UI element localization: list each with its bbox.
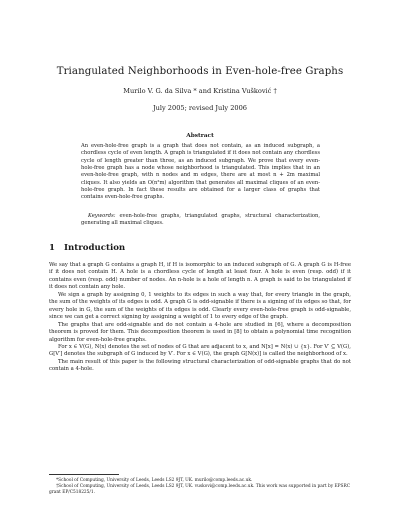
introduction-body bbox=[49, 262, 351, 374]
intro-paragraph: The main result of this paper is the following structural characterization of odd-signable graphs that do not contain a 4-hole. bbox=[49, 358, 351, 373]
intro-paragraph: We say that a graph G contains a graph H, if H is isomorphic to an induced subgraph of G. A graph G is H-free if it does not contain H. A hole is a chordless cycle of length at least four. A hole is even (resp. odd) if it contains even (resp. odd) number of nodes. An n-hole is a hole of length n. A graph is said to be triangulated if it does not contain any hole. bbox=[49, 262, 351, 291]
section-heading bbox=[49, 243, 125, 253]
abstract-heading: Abstract bbox=[186, 133, 214, 139]
footnotes bbox=[49, 478, 351, 496]
footnote-rule bbox=[49, 474, 119, 475]
paper-title: Triangulated Neighborhoods in Even-hole-free Graphs bbox=[56, 66, 344, 77]
keywords-list: even-hole-free graphs, triangulated graphs, structural characterization, generating all maximal cliques. bbox=[81, 213, 320, 227]
section-title: Introduction bbox=[63, 243, 126, 253]
abstract-body: An even-hole-free graph is a graph that does not contain, as an induced subgraph, a chordless cycle of even length. A graph is triangulated if it does not contain any chordless cycle of length greater than three, as an induced subgraph. We prove that every even-hole-free graph has a node whose neighborhood is triangulated. This implies that in an even-hole-free graph, with n nodes and m edges, there are at most n + 2m maximal cliques. It also yields an O(n²m) algorithm that generates all maximal cliques of an even-hole-free graph. In fact these results are obtained for a larger class of graphs that contains even-hole-free graphs. bbox=[81, 143, 320, 201]
footnote-author-2: †School of Computing, University of Leeds, Leeds LS2 9JT, UK. vuskovi@comp.leeds.ac.uk. This work was supported in part by EPSRC grant EP/C518225/1. bbox=[49, 483, 351, 495]
paper-date: July 2005; revised July 2006 bbox=[152, 104, 247, 112]
intro-paragraph: For x ∈ V(G), N(x) denotes the set of nodes of G that are adjacent to x, and N[x] = N(x) ∪ {x}. For V′ ⊆ V(G), G[V′] denotes the subgraph of G induced by V′. For x ∈ V(G), the graph G[N(x)] is called the neighborhood of x. bbox=[49, 343, 351, 358]
footnote-author-1: *School of Computing, University of Leeds, Leeds LS2 9JT, UK. murilo@comp.leeds.ac.uk. bbox=[56, 478, 253, 483]
intro-paragraph: The graphs that are odd-signable and do not contain a 4-hole are studied in [6], where a decomposition theorem is proved for them. This decomposition theorem is used in [8] to obtain a polynomial time recognition algorithm for even-hole-free graphs. bbox=[49, 321, 351, 343]
intro-paragraph: We sign a graph by assigning 0, 1 weights to its edges in such a way that, for every triangle in the graph, the sum of the weights of its edges is odd. A graph G is odd-signable if there is a signing of its edges so that, for every hole in G, the sum of the weights of its edges is odd. Clearly every even-hole-free graph is odd-signable, since we can get a correct signing by assigning a weight of 1 to every edge of the graph. bbox=[49, 291, 351, 321]
keywords bbox=[81, 213, 320, 228]
section-number: 1 bbox=[49, 243, 55, 253]
paper-authors: Murilo V. G. da Silva * and Kristina Vušković † bbox=[123, 87, 277, 95]
keywords-label: Keywords: bbox=[88, 213, 116, 219]
